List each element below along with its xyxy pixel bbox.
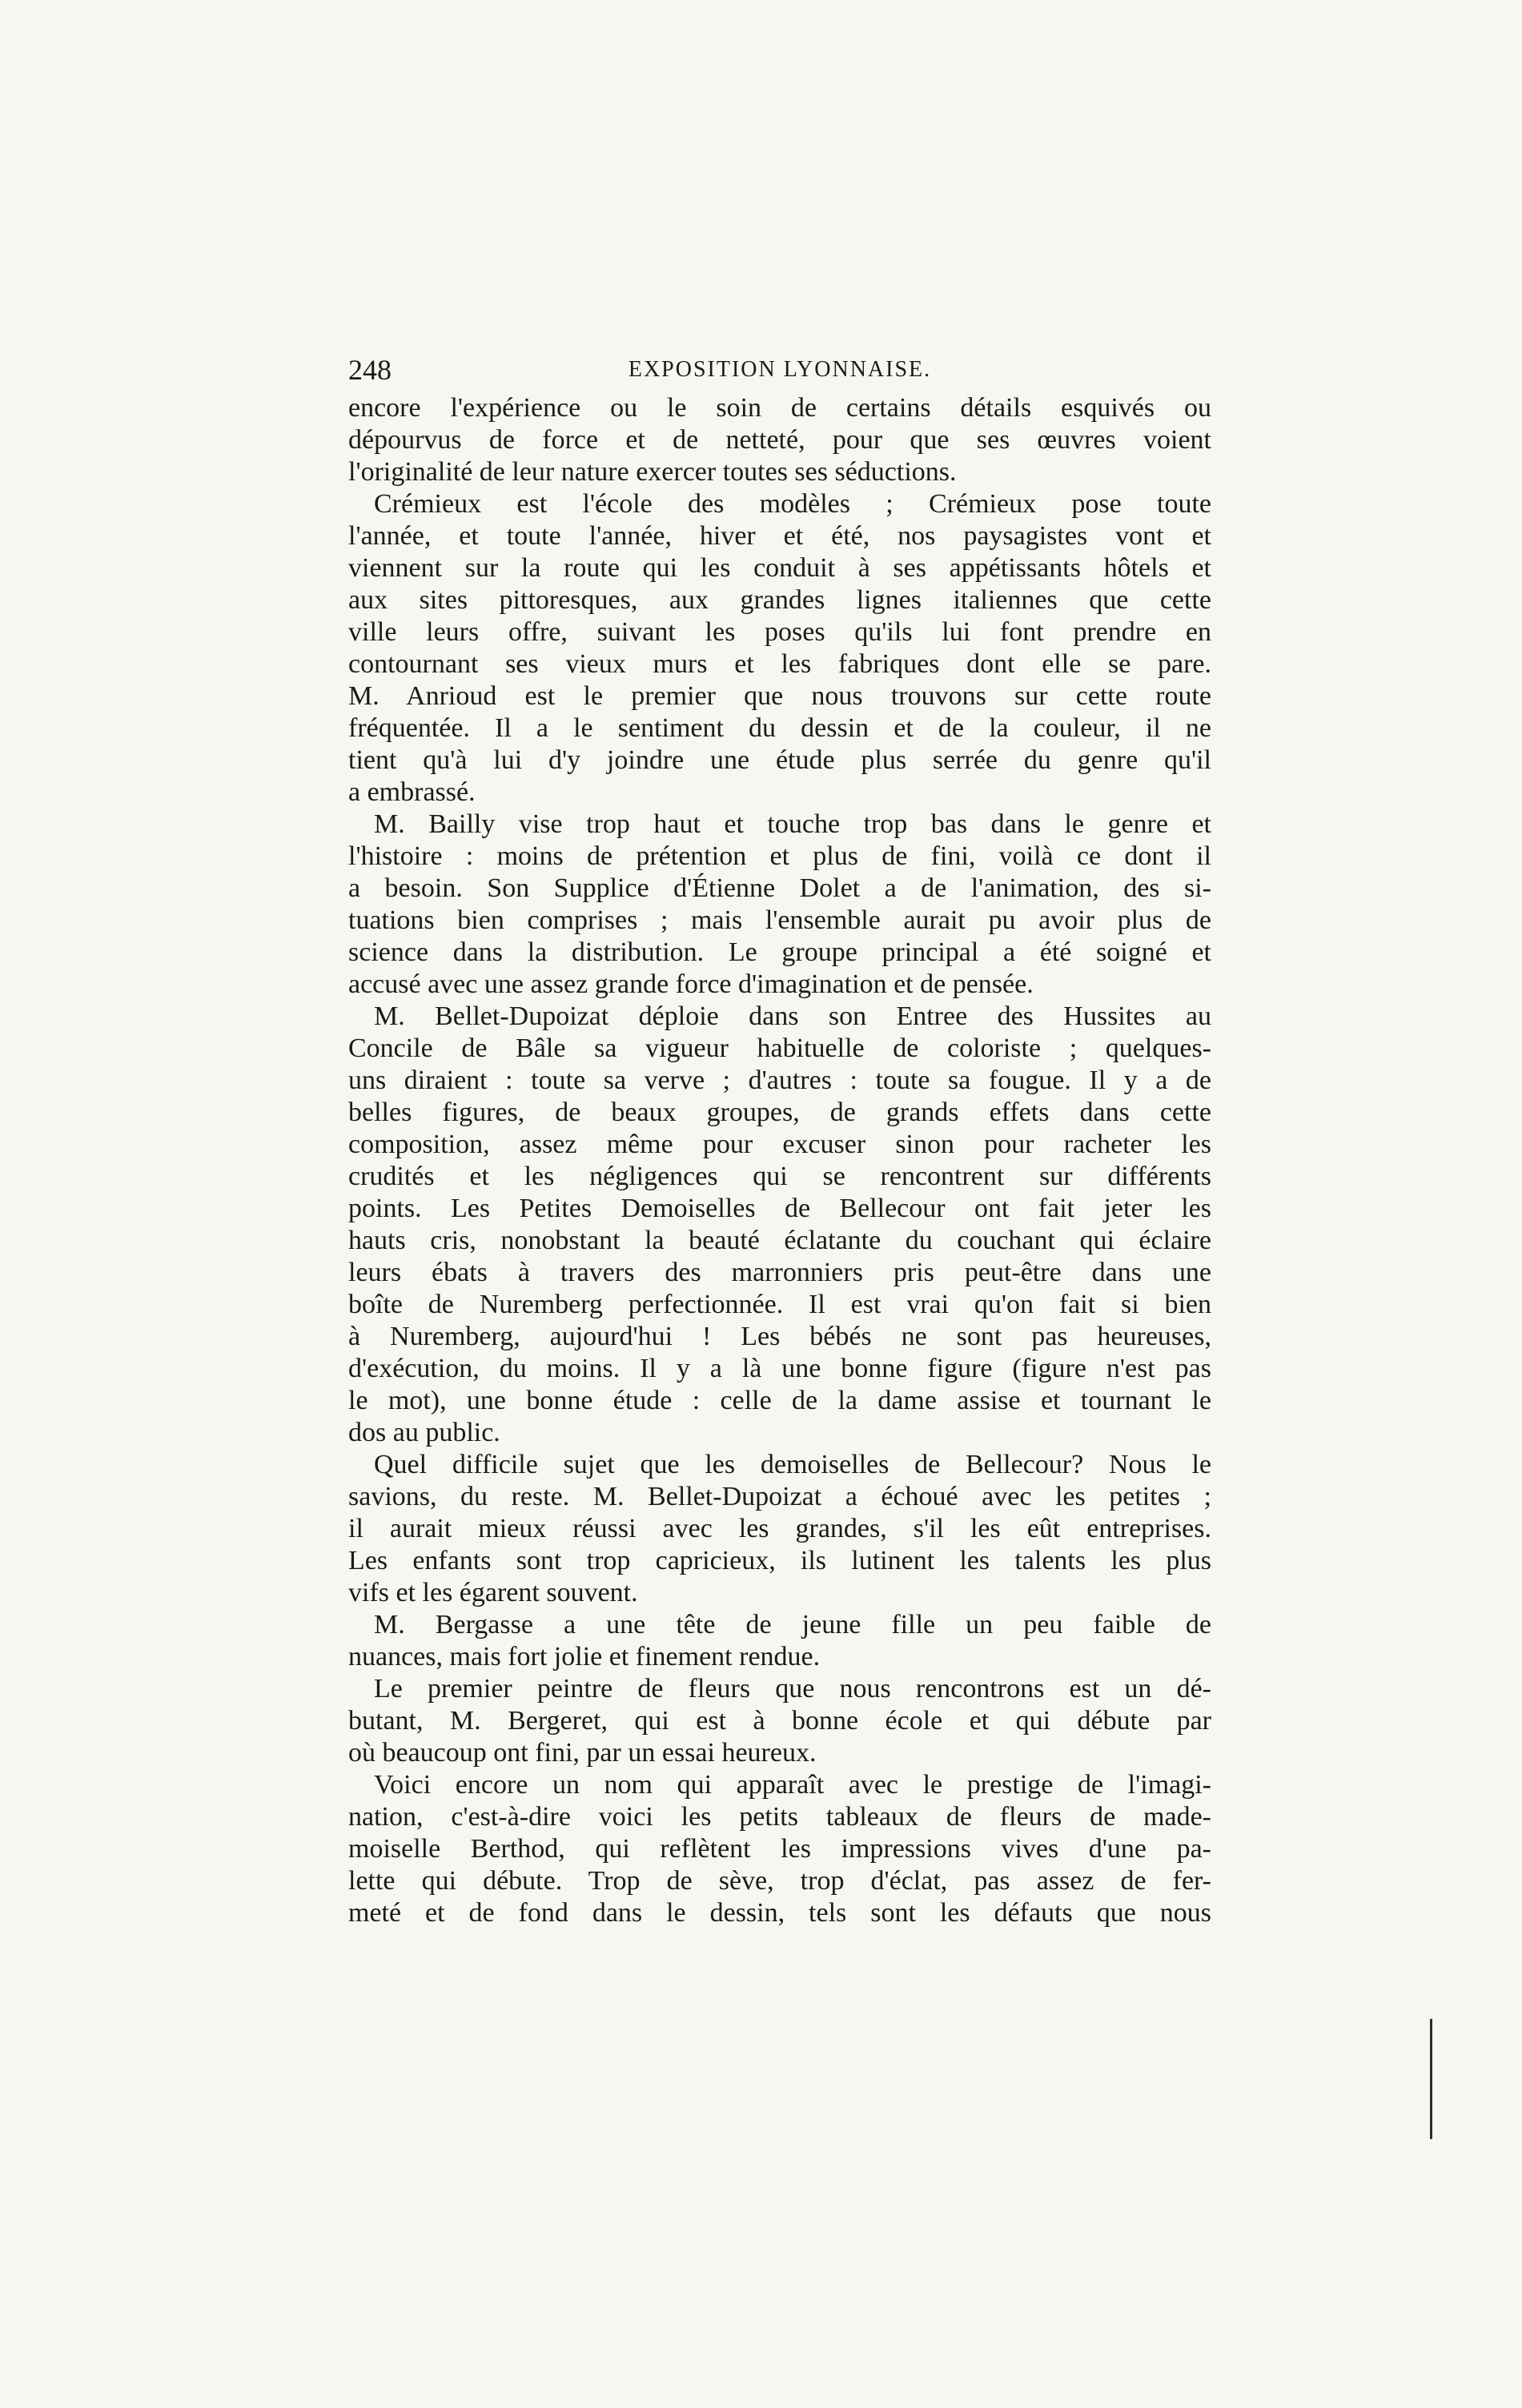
page-header	[348, 346, 1211, 394]
text-line: l'année, et toute l'année, hiver et été, nos paysagistes vont et	[348, 521, 1211, 551]
text-line: savions, du reste. M. Bellet-Dupoizat a échoué avec les petites ;	[348, 1482, 1211, 1511]
text-line: Quel difficile sujet que les demoiselles de Bellecour? Nous le	[374, 1450, 1211, 1479]
text-line: dos au public.	[348, 1418, 500, 1447]
text-line: hauts cris, nonobstant la beauté éclatante du couchant qui éclaire	[348, 1226, 1211, 1255]
text-line: Crémieux est l'école des modèles ; Crémieux pose toute	[374, 489, 1211, 519]
text-line: moiselle Berthod, qui reflètent les impressions vives d'une pa-	[348, 1834, 1211, 1864]
text-line: le mot), une bonne étude : celle de la dame assise et tournant le	[348, 1386, 1211, 1415]
paragraph	[348, 1449, 1211, 1609]
text-line: uns diraient : toute sa verve ; d'autres : toute sa fougue. Il y a de	[348, 1066, 1211, 1095]
body-text	[348, 392, 1211, 1929]
text-line: l'histoire : moins de prétention et plus de fini, voilà ce dont il	[348, 841, 1211, 871]
text-line: où beaucoup ont fini, par un essai heureux.	[348, 1738, 817, 1768]
text-line: Les enfants sont trop capricieux, ils lutinent les talents les plus	[348, 1546, 1211, 1575]
text-line: science dans la distribution. Le groupe principal a été soigné et	[348, 937, 1211, 967]
text-line: Concile de Bâle sa vigueur habituelle de coloriste ; quelques-	[348, 1033, 1211, 1063]
text-line: nuances, mais fort jolie et finement rendue.	[348, 1642, 821, 1672]
text-line: composition, assez même pour excuser sinon pour racheter les	[348, 1130, 1211, 1159]
text-line: boîte de Nuremberg perfectionnée. Il est vrai qu'on fait si bien	[348, 1290, 1211, 1319]
text-line: contournant ses vieux murs et les fabriques dont elle se pare.	[348, 649, 1211, 679]
text-line: M. Anrioud est le premier que nous trouvons sur cette route	[348, 681, 1211, 711]
text-line: il aurait mieux réussi avec les grandes, s'il les eût entreprises.	[348, 1514, 1211, 1543]
text-line: Le premier peintre de fleurs que nous rencontrons est un dé-	[374, 1674, 1211, 1704]
text-line: viennent sur la route qui les conduit à ses appétissants hôtels et	[348, 553, 1211, 583]
text-line: nation, c'est-à-dire voici les petits tableaux de fleurs de made-	[348, 1802, 1211, 1832]
text-line: butant, M. Bergeret, qui est à bonne école et qui débute par	[348, 1706, 1211, 1736]
page-number: 248	[348, 354, 392, 386]
text-line: tuations bien comprises ; mais l'ensemble aurait pu avoir plus de	[348, 905, 1211, 935]
text-line: accusé avec une assez grande force d'imagination et de pensée.	[348, 969, 1034, 999]
text-line: ville leurs offre, suivant les poses qu'ils lui font prendre en	[348, 617, 1211, 647]
scan-edge-mark	[1430, 2019, 1432, 2139]
text-line: fréquentée. Il a le sentiment du dessin et de la couleur, il ne	[348, 713, 1211, 743]
text-line: M. Bellet-Dupoizat déploie dans son Entree des Hussites au	[374, 1001, 1211, 1031]
paragraph	[348, 1673, 1211, 1769]
text-line: a besoin. Son Supplice d'Étienne Dolet a de l'animation, des si-	[348, 873, 1211, 903]
text-line: lette qui débute. Trop de sève, trop d'éclat, pas assez de fer-	[348, 1866, 1211, 1896]
text-line: points. Les Petites Demoiselles de Bellecour ont fait jeter les	[348, 1194, 1211, 1223]
paragraph	[348, 809, 1211, 1001]
text-line: crudités et les négligences qui se rencontrent sur différents	[348, 1162, 1211, 1191]
text-line: l'originalité de leur nature exercer toutes ses séductions.	[348, 457, 957, 487]
text-line: a embrassé.	[348, 777, 476, 807]
text-line: tient qu'à lui d'y joindre une étude plus serrée du genre qu'il	[348, 745, 1211, 775]
text-line: Voici encore un nom qui apparaît avec le prestige de l'imagi-	[374, 1770, 1211, 1800]
text-line: aux sites pittoresques, aux grandes lignes italiennes que cette	[348, 585, 1211, 615]
paragraph	[348, 1609, 1211, 1673]
running-title: EXPOSITION LYONNAISE.	[628, 357, 932, 382]
text-line: M. Bergasse a une tête de jeune fille un peu faible de	[374, 1610, 1211, 1639]
text-line: meté et de fond dans le dessin, tels sont les défauts que nous	[348, 1898, 1211, 1928]
text-line: dépourvus de force et de netteté, pour que ses œuvres voient	[348, 425, 1211, 455]
text-line: d'exécution, du moins. Il y a là une bonne figure (figure n'est pas	[348, 1354, 1211, 1383]
text-line: encore l'expérience ou le soin de certains détails esquivés ou	[348, 393, 1211, 423]
text-line: M. Bailly vise trop haut et touche trop bas dans le genre et	[374, 809, 1211, 839]
paragraph	[348, 1769, 1211, 1929]
paragraph	[348, 392, 1211, 488]
paragraph	[348, 1001, 1211, 1449]
text-line: à Nuremberg, aujourd'hui ! Les bébés ne sont pas heureuses,	[348, 1322, 1211, 1351]
paragraph	[348, 488, 1211, 809]
text-line: vifs et les égarent souvent.	[348, 1578, 638, 1607]
text-line: leurs ébats à travers des marronniers pris peut-être dans une	[348, 1258, 1211, 1287]
text-line: belles figures, de beaux groupes, de grands effets dans cette	[348, 1098, 1211, 1127]
